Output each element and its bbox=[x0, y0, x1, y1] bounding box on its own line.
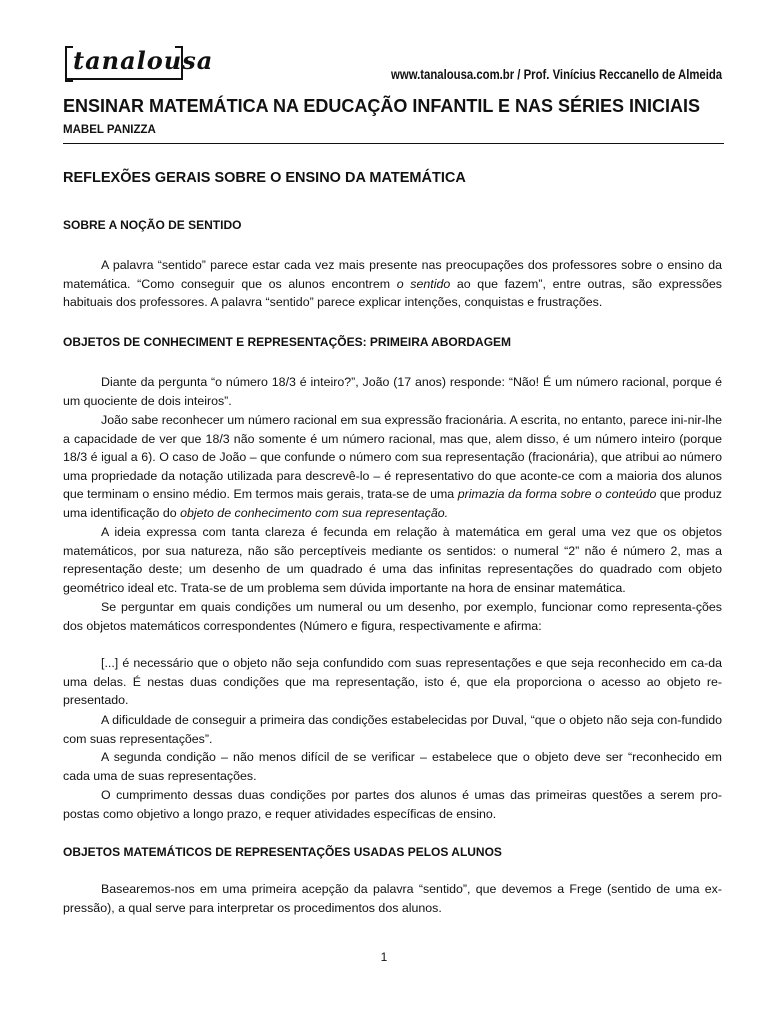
paragraph-2-text: Diante da pergunta “o número 18/3 é inteiro?”, João (17 anos) responde: “Não! É um número racional, porque é um quociente de dois inteiros”. bbox=[63, 375, 722, 408]
paragraph-3 bbox=[63, 411, 722, 523]
paragraph-5-text: Se perguntar em quais condições um numeral ou um desenho, por exemplo, funcionar como representa-ções dos objetos matemáticos correspondentes (Número e figura, respectivamente e afirma: bbox=[63, 600, 722, 633]
logo-underline bbox=[67, 78, 183, 80]
tanalousa-logo bbox=[65, 44, 214, 84]
paragraph-1-text-a: A palavra “sentido” parece estar cada vez mais presente nas preocupações dos professores sobre o ensino da matemática. “Como conseguir que os alunos encontrem bbox=[63, 258, 722, 291]
document-title: ENSINAR MATEMÁTICA NA EDUCAÇÃO INFANTIL E NAS SÉRIES INICIAIS bbox=[63, 96, 701, 116]
paragraph-2 bbox=[63, 373, 722, 410]
subheading-sentido: SOBRE A NOÇÃO DE SENTIDO bbox=[63, 218, 242, 232]
logo-bracket-left bbox=[65, 46, 73, 82]
subheading-objetos-conhecimento: OBJETOS DE CONHECIMENT E REPRESENTAÇÕES: PRIMEIRA ABORDAGEM bbox=[63, 335, 512, 349]
paragraph-10-text: Basearemos-nos em uma primeira acepção da palavra “sentido”, que devemos a Frege (sentido de uma ex-pressão), a qual serve para interpretar os procedimentos dos alunos. bbox=[63, 882, 722, 915]
paragraph-5 bbox=[63, 598, 722, 635]
paragraph-8 bbox=[63, 748, 722, 785]
paragraph-1-text-b: ao que fazem”, entre outras, são expressões habituais dos professores. A palavra “sentido” parece explicar intenções, conquistas e frustrações. bbox=[63, 276, 722, 310]
paragraph-quote-text: [...] é necessário que o objeto não seja confundido com suas representações e que seja reconhecido em ca-da uma delas. É nestas duas condições que ma representação, isto é, que ela proporciona o acesso ao objeto re-presentado. bbox=[63, 656, 722, 708]
paragraph-7 bbox=[63, 711, 722, 748]
paragraph-8-text: A segunda condição – não menos difícil de se verificar – estabelece que o objeto deve ser “reconhecido em cada uma de suas representações. bbox=[63, 750, 722, 783]
paragraph-3-emphasis-1: primazia da forma sobre o conteúdo bbox=[457, 487, 657, 502]
paragraph-4-text: A ideia expressa com tanta clareza é fecunda em relação à matemática em geral uma vez que os objetos matemáticos, por sua natureza, não são perceptíveis mediante os sentidos: o numeral “2” não é número 2, mas a representação deste; um desenho de um quadrado é uma das infinitas representações do quadrado com objeto geométrico ideal etc. Trata-se de um problema sem dúvida importante na hora de ensinar matemática. bbox=[63, 525, 722, 595]
paragraph-4 bbox=[63, 523, 722, 597]
paragraph-3-emphasis-2: objeto de conhecimento com sua representação. bbox=[180, 505, 449, 520]
page-number: 1 bbox=[380, 950, 388, 964]
paragraph-quote bbox=[63, 654, 722, 710]
paragraph-1-emphasis: o sentido bbox=[396, 276, 451, 291]
paragraph-1 bbox=[63, 256, 722, 312]
paragraph-3-text-b: que produz uma identificação do bbox=[63, 487, 722, 520]
paragraph-10 bbox=[63, 880, 722, 917]
header-site-credit: www.tanalousa.com.br / Prof. Vinícius Reccanello de Almeida bbox=[390, 67, 722, 82]
paragraph-9-text: O cumprimento dessas duas condições por partes dos alunos é umas das primeiras questões a serem pro-postas como objetivo a longo prazo, e requer atividades específicas de ensino. bbox=[63, 788, 722, 821]
paragraph-7-text: A dificuldade de conseguir a primeira das condições estabelecidas por Duval, “que o objeto não seja con-fundido com suas representações”. bbox=[63, 713, 722, 746]
paragraph-9 bbox=[63, 786, 722, 823]
document-author: MABEL PANIZZA bbox=[63, 124, 156, 136]
title-divider bbox=[63, 143, 724, 144]
logo-text: tanalousa bbox=[73, 46, 214, 75]
subheading-objetos-matematicos: OBJETOS MATEMÁTICOS DE REPRESENTAÇÕES USADAS PELOS ALUNOS bbox=[63, 845, 502, 859]
paragraph-3-text-a: João sabe reconhecer um número racional em sua expressão fracionária. A escrita, no entanto, parece ini-nir-lhe a capacidade de ver que 18/3 não somente é um número racional, mas que, alem disso, é um número inteiro (porque 18/3 é igual a 6). O caso de João – que confunde o número com sua representação (fracionária), que atribui ao número uma propriedade da notação utilizada para descrevê-lo – é representativo do que aconte-ce com a maioria dos alunos que terminam o ensino médio. Em termos mais gerais, trata-se de uma bbox=[63, 413, 722, 502]
section-heading-main: REFLEXÕES GERAIS SOBRE O ENSINO DA MATEMÁTICA bbox=[63, 170, 466, 186]
